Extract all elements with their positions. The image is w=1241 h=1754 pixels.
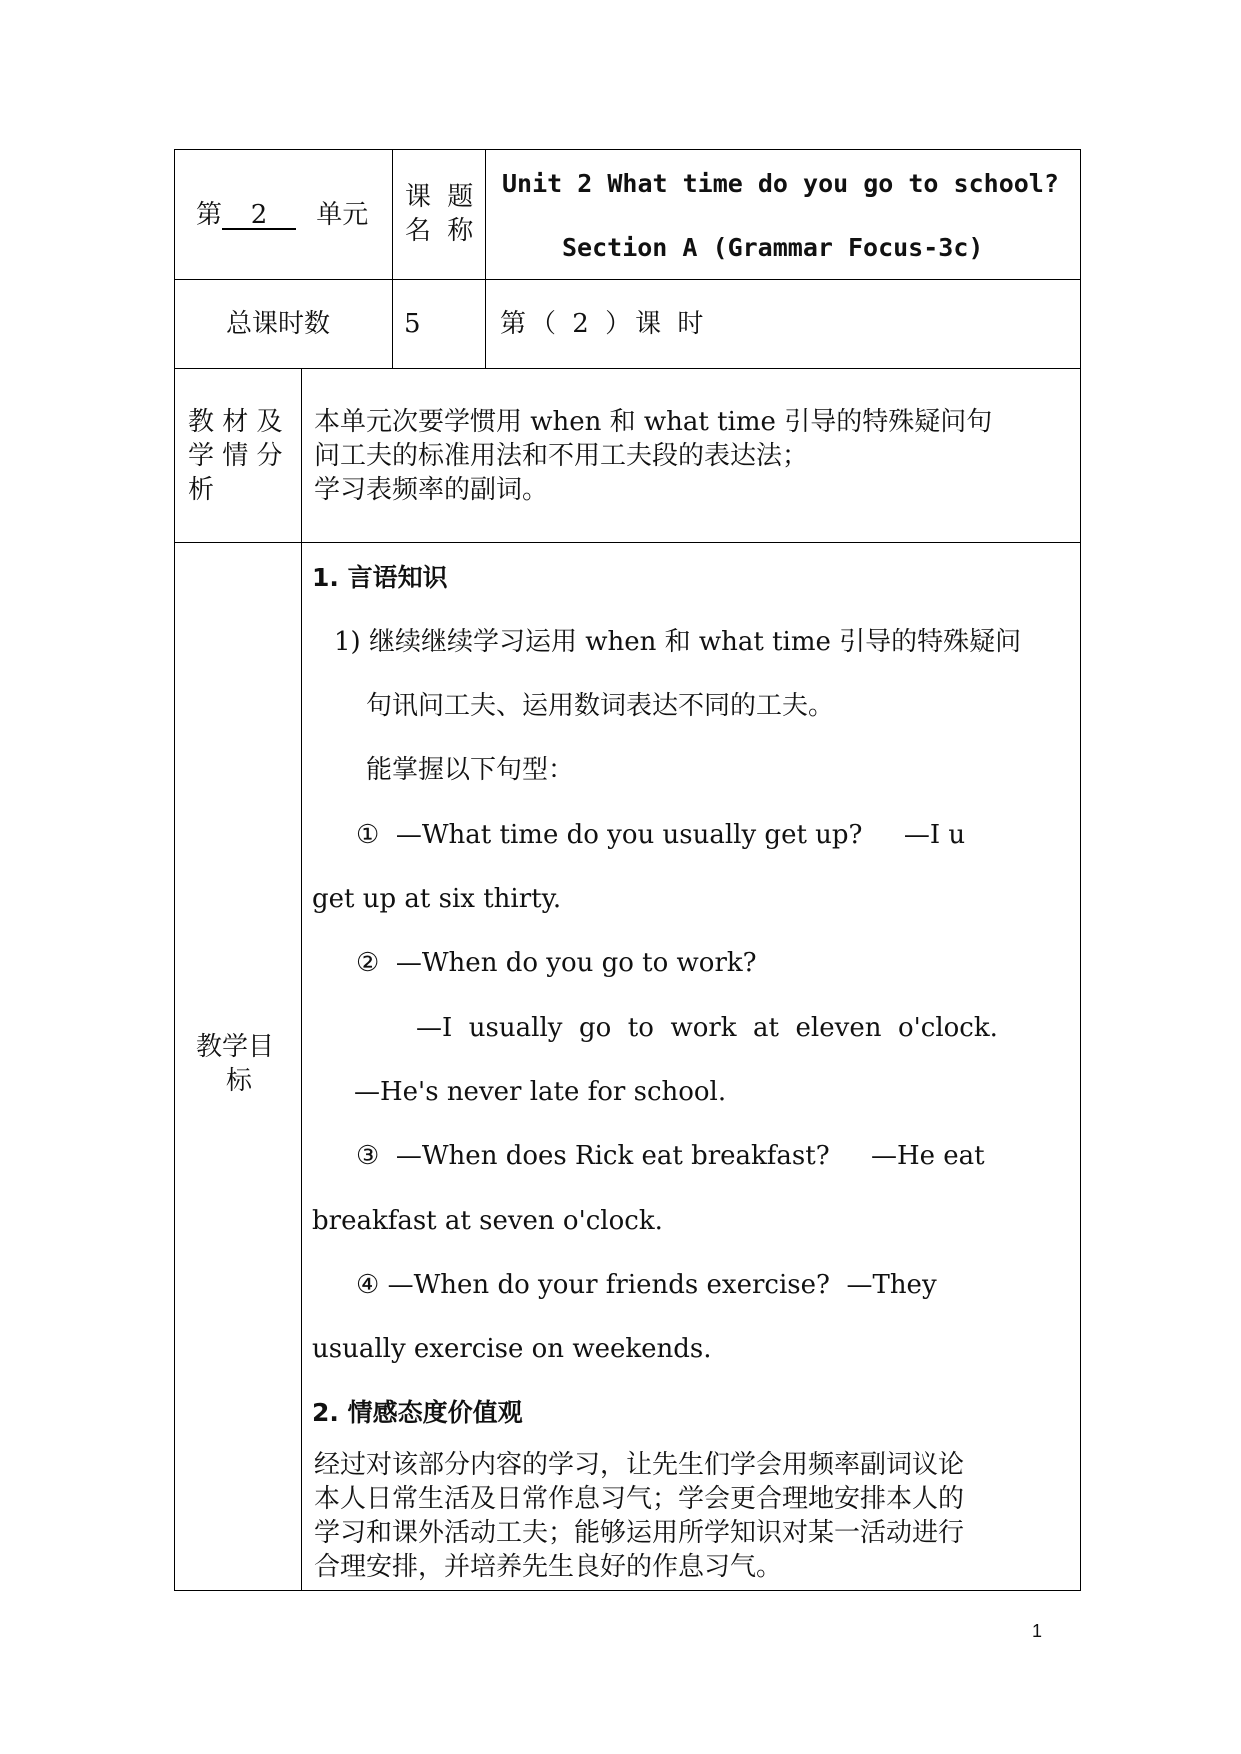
item1-line1: 1) 继续继续学习运用 when 和 what time 引导的特殊疑问 <box>334 627 1022 657</box>
sentence4-line2: usually exercise on weekends. <box>312 1334 712 1364</box>
unit-prefix: 第 <box>196 200 223 230</box>
sentence4-line1: ④ —When do your friends exercise? —They <box>356 1270 937 1300</box>
values-line3: 学习和课外活动工夫；能够运用所学知识对某一活动进行 <box>314 1518 965 1548</box>
analysis-label-line3: 析 <box>188 475 215 505</box>
unit-cell <box>196 198 368 232</box>
row-divider-3 <box>174 542 1081 543</box>
total-hours-value: 5 <box>404 309 421 339</box>
item1-line3: 能掌握以下句型： <box>366 755 575 785</box>
lesson-title-line1: Unit 2 What time do you go to school? <box>502 169 1059 198</box>
topic-label-line1: 课 题 <box>405 182 478 212</box>
sentence3-line1: ③ —When does Rick eat breakfast? —He eat <box>356 1141 985 1171</box>
row-divider-1 <box>174 279 1081 280</box>
row-divider-2 <box>174 368 1081 369</box>
item1-line2: 句讯问工夫、运用数词表达不同的工夫。 <box>366 691 835 721</box>
period-text: 第（ 2 ）课 时 <box>500 309 708 339</box>
unit-suffix: 单元 <box>316 200 369 230</box>
lesson-title-line2: Section A (Grammar Focus-3c) <box>562 233 984 262</box>
table-left-border <box>174 149 175 1591</box>
sentence2-line1: ② —When do you go to work? <box>356 948 757 978</box>
col-divider-label <box>301 368 302 1591</box>
heading-values: 2. 情感态度价值观 <box>312 1398 523 1427</box>
values-line1: 经过对该部分内容的学习，让先生们学会用频率副词议论 <box>314 1450 965 1480</box>
table-right-border <box>1080 149 1081 1591</box>
topic-label-line2: 名 称 <box>405 216 478 246</box>
unit-number: 2 <box>222 202 296 230</box>
sentence3-line2: breakfast at seven o'clock. <box>312 1206 663 1236</box>
table-bottom-border <box>174 1590 1081 1591</box>
values-line4: 合理安排，并培养先生良好的作息习气。 <box>314 1552 783 1582</box>
sentence1-line2: get up at six thirty. <box>312 884 562 914</box>
table-top-border <box>174 149 1081 150</box>
sentence2-line3: —He's never late for school. <box>354 1077 727 1107</box>
analysis-label-line2: 学 情 分 <box>188 441 283 471</box>
sentence2-line2: —I usually go to work at eleven o'clock. <box>416 1013 998 1043</box>
page-number: 1 <box>1032 1621 1043 1641</box>
col-divider-a <box>392 149 393 369</box>
objectives-label-line1: 教学目 <box>196 1032 275 1062</box>
analysis-text-line2: 问工夫的标准用法和不用工夫段的表达法； <box>314 441 809 471</box>
objectives-label-line2: 标 <box>226 1066 253 1096</box>
analysis-text-line3: 学习表频率的副词。 <box>314 475 549 505</box>
values-line2: 本人日常生活及日常作息习气；学会更合理地安排本人的 <box>314 1484 965 1514</box>
analysis-text-line1: 本单元次要学惯用 when 和 what time 引导的特殊疑问句 <box>314 407 993 437</box>
analysis-label-line1: 教 材 及 <box>188 407 283 437</box>
heading-language-knowledge: 1. 言语知识 <box>312 563 448 592</box>
sentence1-line1: ① —What time do you usually get up? —I u <box>356 820 966 850</box>
col-divider-b <box>485 149 486 369</box>
total-hours-label: 总课时数 <box>226 309 331 339</box>
